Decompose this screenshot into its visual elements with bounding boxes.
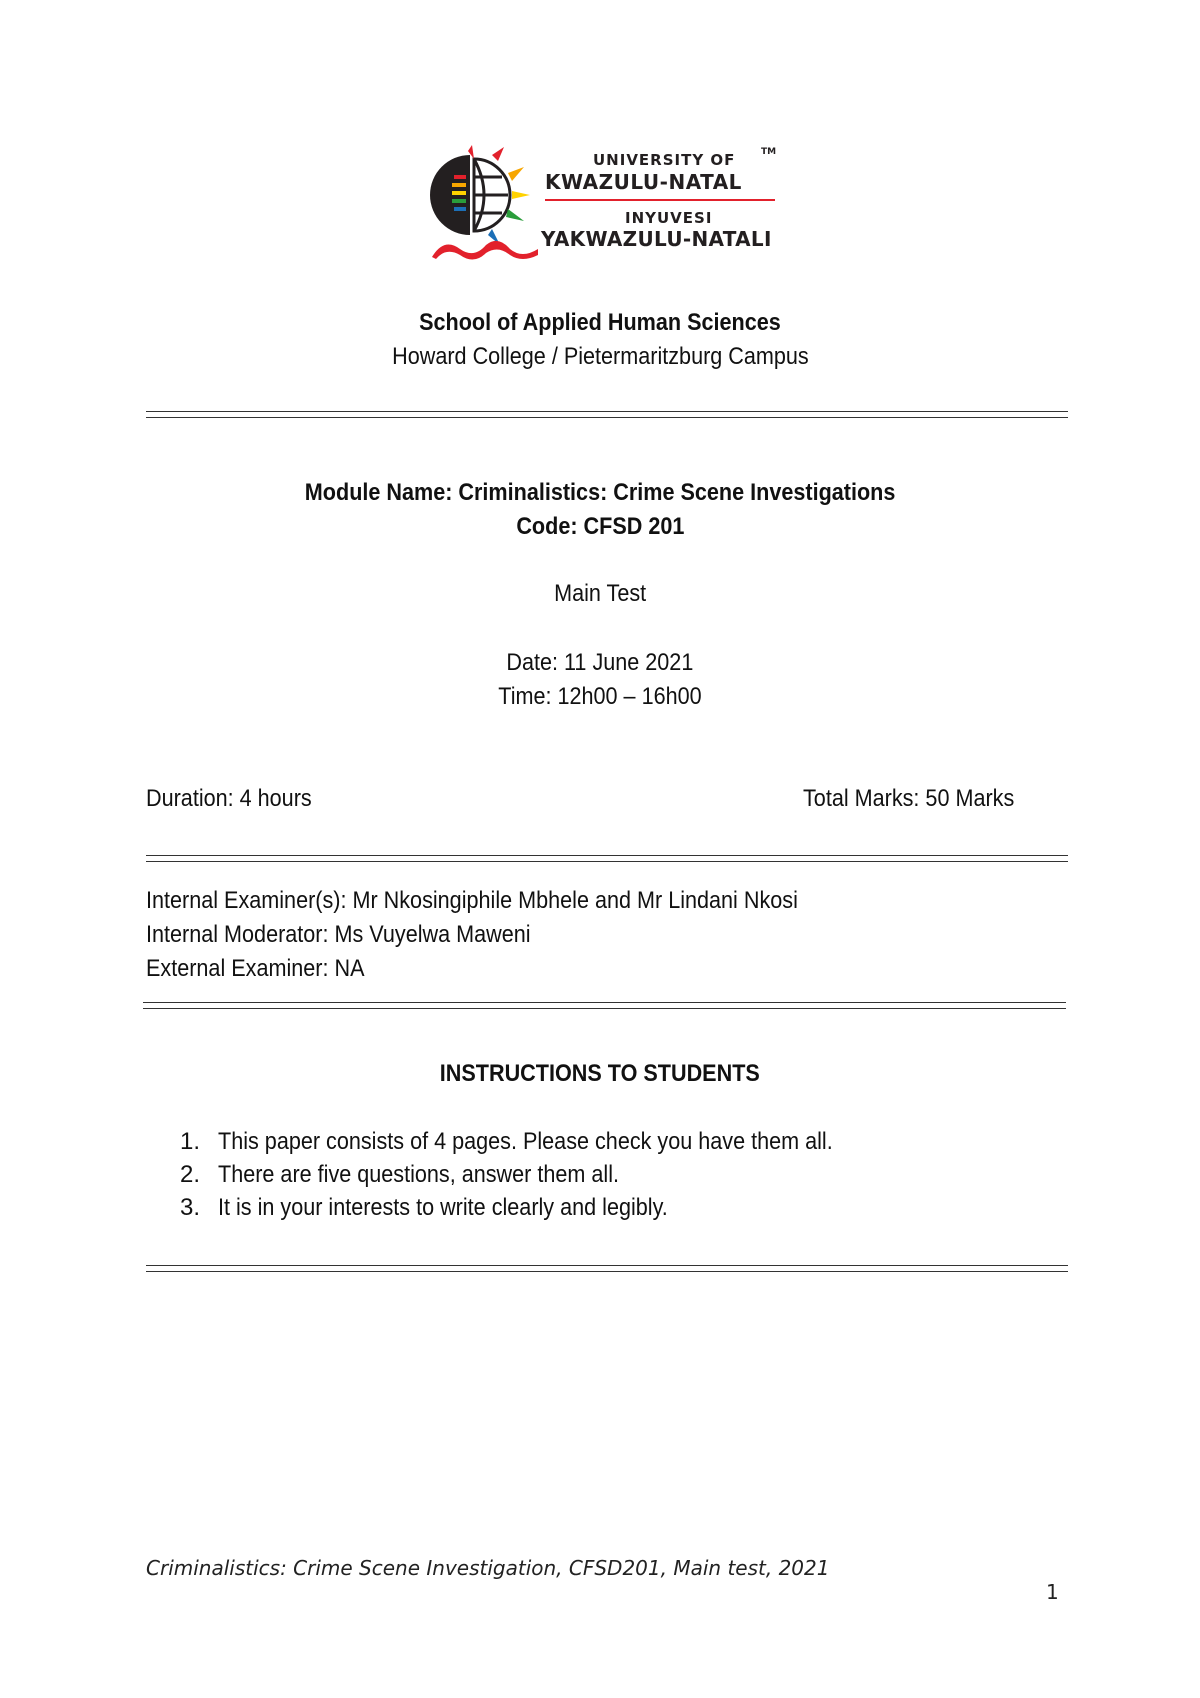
instructions-list <box>180 1128 901 1227</box>
duration: Duration: 4 hours <box>146 785 312 812</box>
list-item: 3. It is in your interests to write clearly and legibly. <box>180 1194 668 1221</box>
internal-moderator: Internal Moderator: Ms Vuyelwa Maweni <box>146 921 531 948</box>
divider-2 <box>146 855 1068 863</box>
list-item: 2. There are five questions, answer them all. <box>180 1161 619 1188</box>
school-name: School of Applied Human Sciences <box>419 309 781 336</box>
logo-trademark: TM <box>761 147 777 157</box>
test-type: Main Test <box>553 580 647 607</box>
campus-name: Howard College / Pietermaritzburg Campus <box>391 343 809 370</box>
page-number: 1 <box>1046 1580 1059 1604</box>
logo-text-university-of: UNIVERSITY OF <box>593 151 736 169</box>
internal-examiner: Internal Examiner(s): Mr Nkosingiphile Mbhele and Mr Lindani Nkosi <box>146 887 798 914</box>
external-examiner: External Examiner: NA <box>146 955 365 982</box>
divider-4 <box>146 1265 1068 1273</box>
logo-text-yakwazulu-natali: YAKWAZULU-NATALI <box>541 227 772 251</box>
logo-text-kwazulu-natal: KWAZULU-NATAL <box>545 170 742 194</box>
page-footer: Criminalistics: Crime Scene Investigation, CFSD201, Main test, 2021 <box>146 1556 830 1580</box>
university-logo <box>430 145 790 260</box>
logo-emblem-icon <box>430 145 545 260</box>
total-marks: Total Marks: 50 Marks <box>803 785 1015 812</box>
test-date: Date: 11 June 2021 <box>506 649 694 676</box>
test-time: Time: 12h00 – 16h00 <box>498 683 702 710</box>
divider-3 <box>143 1002 1066 1010</box>
instructions-title: INSTRUCTIONS TO STUDENTS <box>439 1060 761 1087</box>
module-name: Module Name: Criminalistics: Crime Scene Investigations <box>304 479 896 506</box>
list-item: 1. This paper consists of 4 pages. Please check you have them all. <box>180 1128 833 1155</box>
logo-text-inyuvesi: INYUVESI <box>625 209 713 227</box>
module-code: Code: CFSD 201 <box>515 513 685 540</box>
logo-divider <box>545 199 775 201</box>
divider-1 <box>146 411 1068 419</box>
